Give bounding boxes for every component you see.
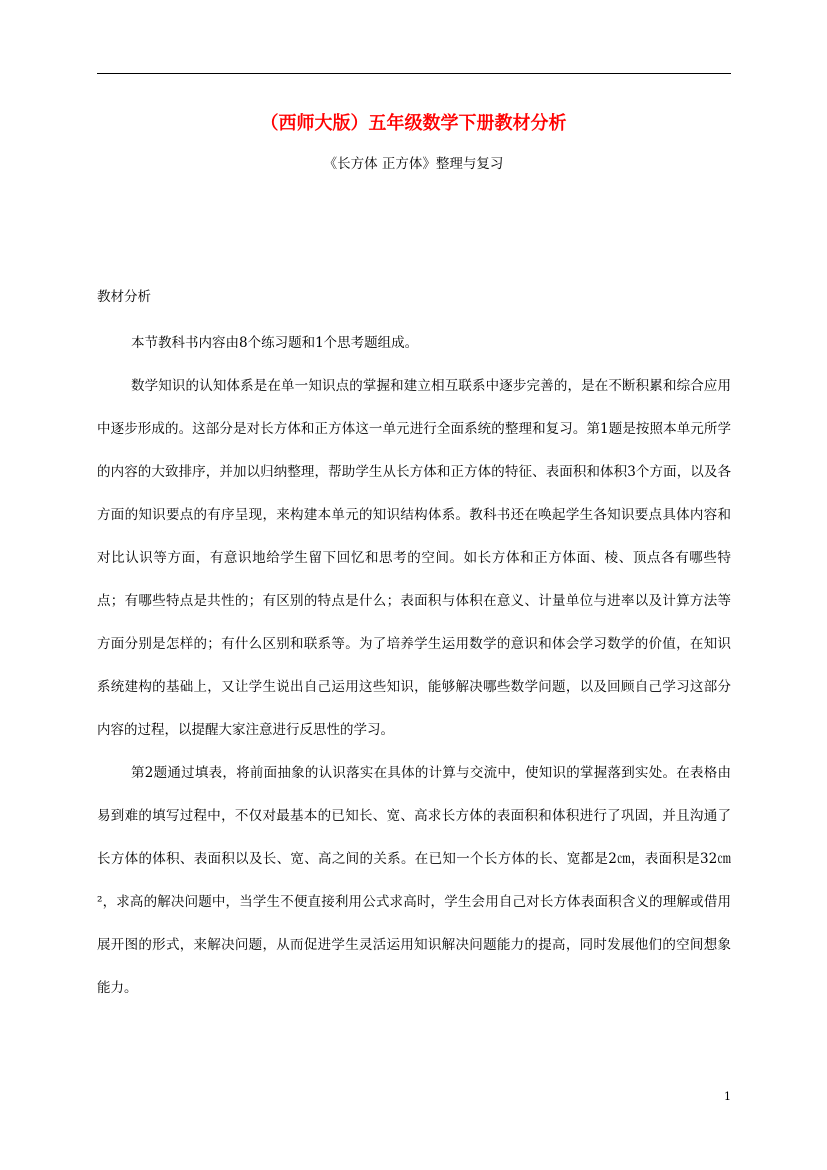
paragraph-exercise-2: 第2题通过填表，将前面抽象的认识落实在具体的计算与交流中，使知识的掌握落到实处。在表格由易到难的填写过程中，不仅对最基本的已知长、宽、高求长方体的表面积和体积进行了巩固，并且沟通了长方体的体积、表面积以及长、宽、高之间的关系。在已知一个长方体的长、宽都是2㎝，表面积是32㎝²，求高的解决问题中，当学生不便直接利用公式求高时，学生会用自己对长方体表面积含义的理解或借用展开图的形式，来解决问题，从而促进学生灵活运用知识解决问题能力的提高，同时发展他们的空间想象能力。 [97,765,731,996]
paragraph-intro: 本节教科书内容由8个练习题和1个思考题组成。 [131,335,419,351]
page-number: 1 [724,1090,731,1103]
document-title: （西师大版）五年级数学下册教材分析 [260,113,567,134]
paragraph-knowledge-system: 数学知识的认知体系是在单一知识点的掌握和建立相互联系中逐步完善的，是在不断积累和综合应用中逐步形成的。这部分是对长方体和正方体这一单元进行全面系统的整理和复习。第1题是按照本单元所学的内容的大致排序，并加以归纳整理，帮助学生从长方体和正方体的特征、表面积和体积3个方面，以及各方面的知识要点的有序呈现，来构建本单元的知识结构体系。教科书还在唤起学生各知识要点具体内容和对比认识等方面，有意识地给学生留下回忆和思考的空间。如长方体和正方体面、棱、顶点各有哪些特点；有哪些特点是共性的；有区别的特点是什么；表面积与体积在意义、计量单位与进率以及计算方法等方面分别是怎样的；有什么区别和联系等。为了培养学生运用数学的意识和体会学习数学的价值，在知识系统建构的基础上，又让学生说出自己运用这些知识，能够解决哪些数学问题，以及回顾自己学习这部分内容的过程，以提醒大家注意进行反思性的学习。 [97,378,731,738]
body-text [97,322,731,1010]
document-subtitle: 《长方体 正方体》整理与复习 [323,156,504,172]
header-rule [97,73,731,74]
section-heading: 教材分析 [97,289,151,305]
